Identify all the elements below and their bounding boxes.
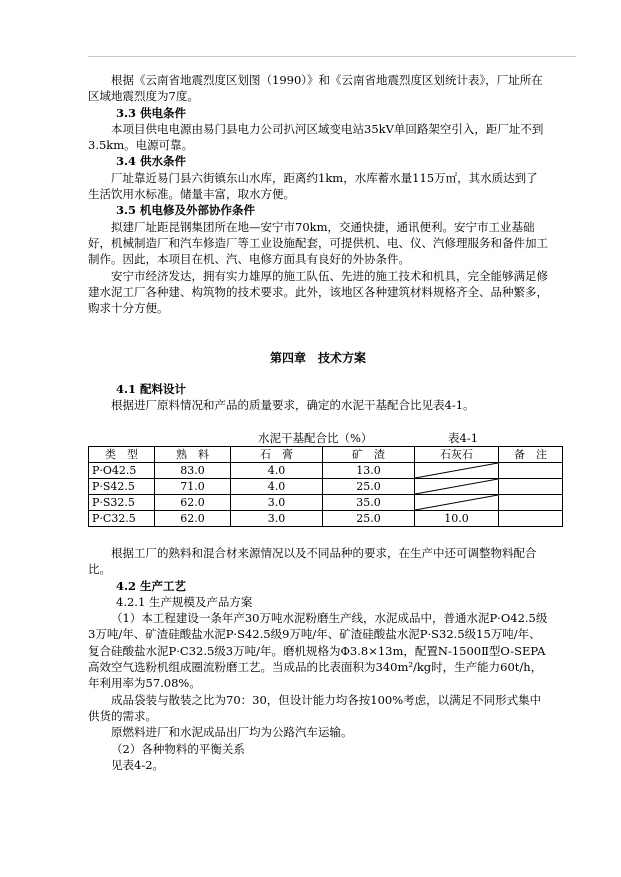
chapter-4-title: 第四章 技术方案	[269, 351, 366, 365]
header-limestone: 石灰石	[415, 447, 499, 463]
material-balance-item: （2）各种物料的平衡关系	[111, 741, 245, 756]
header-slag: 矿 渣	[323, 447, 415, 463]
section-4-2-title: 4.2 生产工艺	[116, 578, 187, 593]
chapter-4-block	[88, 350, 548, 366]
cell-remark	[499, 479, 563, 495]
section-3-3-title: 3.3 供电条件	[116, 105, 187, 120]
section-4-2-1-title: 4.2.1 生产规模及产品方案	[116, 594, 253, 609]
diagonal-line-icon	[415, 479, 498, 494]
after-table-paragraph: 根据工厂的熟料和混合材来源情况以及不同品种的要求，在生产中还可调整物料配合比。	[88, 546, 537, 577]
cell-clinker: 83.0	[155, 463, 231, 479]
cell-clinker: 62.0	[155, 511, 231, 527]
cell-remark	[499, 511, 563, 527]
table-4-1-wrapper	[88, 446, 563, 527]
section-3-4-title: 3.4 供水条件	[116, 154, 187, 169]
cell-gypsum: 4.0	[231, 463, 323, 479]
header-clinker: 熟 料	[155, 447, 231, 463]
section-4-1-title: 4.1 配料设计	[116, 382, 187, 396]
transport-paragraph: 原燃料进厂和水泥成品出厂均为公路汽车运输。	[111, 725, 353, 740]
section-3-3-body: 本项目供电电源由易门县电力公司扒河区域变电站35kV单回路架空引入，距厂址不到3.5km。电源可靠。	[88, 121, 544, 153]
cell-limestone: 10.0	[415, 511, 499, 527]
cell-type: P·C32.5	[89, 511, 155, 527]
see-table-4-2: 见表4-2。	[111, 757, 165, 772]
cell-type: P·O42.5	[89, 463, 155, 479]
cell-slag: 35.0	[323, 495, 415, 511]
cell-type: P·S32.5	[89, 495, 155, 511]
seismic-paragraph: 根据《云南省地震烈度区划图（1990）》和《云南省地震烈度区划统计表》，厂址所在区域地震烈度为7度。	[88, 73, 543, 104]
section-3-4-body: 厂址靠近易门县六街镇东山水库，距离约1km，水库蓄水量115万㎡，其水质达到了生活饮用水标准。储量丰富，取水方便。	[88, 170, 538, 202]
cell-limestone-empty	[415, 479, 499, 495]
cell-gypsum: 4.0	[231, 479, 323, 495]
cell-limestone-empty	[415, 495, 499, 511]
cell-slag: 13.0	[323, 463, 415, 479]
cell-type: P·S42.5	[89, 479, 155, 495]
table-row	[89, 479, 563, 495]
mix-ratio-table	[88, 446, 563, 527]
packing-ratio-paragraph: 成品袋装与散装之比为70：30，但设计能力均各按100%考虑，以满足不同形式集中供货的需求。	[88, 692, 542, 723]
cell-limestone-empty	[415, 463, 499, 479]
header-remark: 备 注	[499, 447, 563, 463]
table-4-1-number: 表4-1	[448, 431, 479, 445]
lower-text-block	[88, 545, 548, 773]
diagonal-line-icon	[415, 495, 498, 510]
header-type: 类 型	[89, 447, 155, 463]
section-4-1-block	[88, 381, 548, 414]
cell-clinker: 62.0	[155, 495, 231, 511]
upper-text-block	[88, 72, 548, 316]
section-3-5-body-1: 拟建厂址距昆钢集团所在地—安宁市70km，交通快捷，通讯便利。安宁市工业基础好，机械制造厂和汽车修造厂等工业设施配套，可提供机、电、仪、汽修理服务和备件加工制作。因此，本项目在机、汽、电修方面具有良好的外协条件。	[88, 219, 548, 267]
production-scale-paragraph: （1）本工程建设一条年产30万吨水泥粉磨生产线，水泥成品中，普通水泥P·O42.5级3万吨/年、矿渣硅酸盐水泥P·S42.5级9万吨/年、矿渣硅酸盐水泥P·S32.5级15万吨/年、复合硅酸盐水泥P·C32.5级3万吨/年。磨机规格为Φ3.8×13m，配置N-1500Ⅱ型O-SEPA高效空气选粉机组成圈流粉磨工艺。当成品的比表面积为340m²/kg时，生产能力60t/h，年利用率为57.08%。	[88, 611, 548, 691]
table-row	[89, 511, 563, 527]
section-3-5-body-2: 安宁市经济发达，拥有实力雄厚的施工队伍、先进的施工技术和机具，完全能够满足修建水泥工厂各种建、构筑物的技术要求。此外，该地区各种建筑材料规格齐全、品种繁多，购求十分方便。	[88, 268, 548, 316]
header-gypsum: 石 膏	[231, 447, 323, 463]
table-4-1-caption: 水泥干基配合比（%）	[258, 431, 373, 445]
cell-gypsum: 3.0	[231, 495, 323, 511]
cell-remark	[499, 463, 563, 479]
table-row	[89, 495, 563, 511]
table-row	[89, 463, 563, 479]
cell-slag: 25.0	[323, 511, 415, 527]
cell-slag: 25.0	[323, 479, 415, 495]
table-header-row	[89, 447, 563, 463]
cell-gypsum: 3.0	[231, 511, 323, 527]
cell-clinker: 71.0	[155, 479, 231, 495]
cell-remark	[499, 495, 563, 511]
page-header-rule	[88, 56, 576, 57]
section-4-1-body: 根据进厂原料情况和产品的质量要求，确定的水泥干基配合比见表4-1。	[111, 398, 475, 413]
section-3-5-title: 3.5 机电修及外部协作条件	[116, 203, 256, 218]
diagonal-line-icon	[415, 463, 498, 478]
